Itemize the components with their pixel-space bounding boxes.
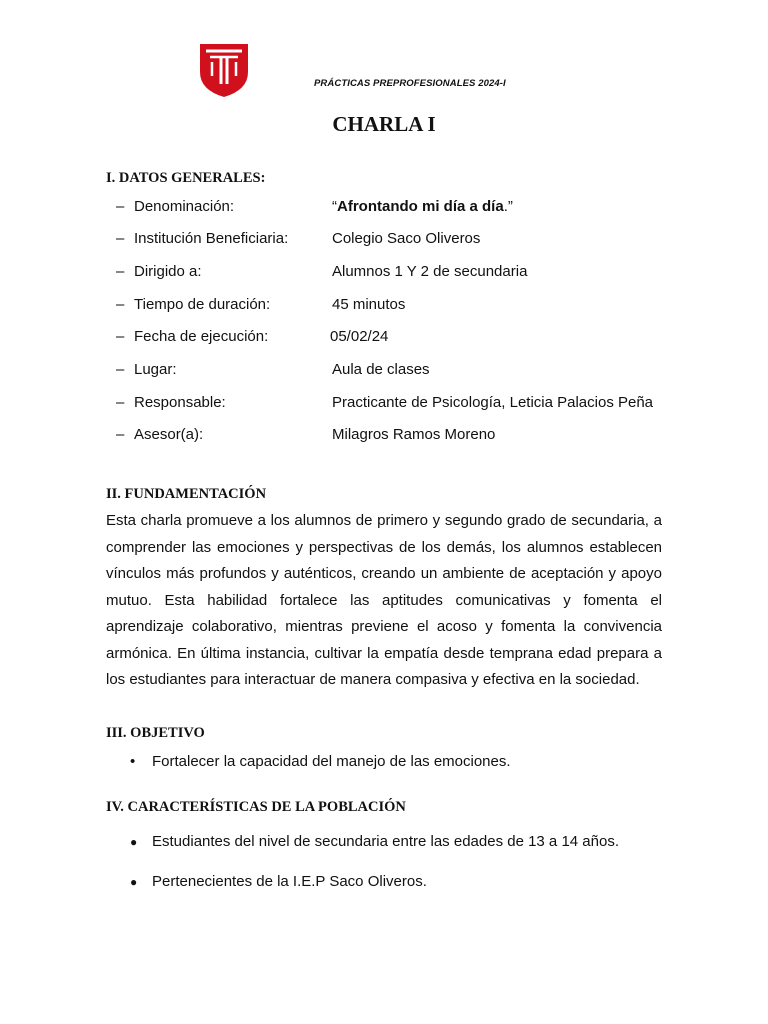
bullet-icon: • <box>130 753 136 770</box>
header-note: PRÁCTICAS PREPROFESIONALES 2024-I <box>314 78 506 89</box>
section-heading-objetivo: III. OBJETIVO <box>106 725 205 741</box>
section-heading-datos-generales: I. DATOS GENERALES: <box>106 170 266 186</box>
field-value: Alumnos 1 Y 2 de secundaria <box>332 263 528 280</box>
field-fecha <box>116 328 716 348</box>
field-value: Practicante de Psicología, Leticia Palacios Peña <box>332 394 654 411</box>
list-item-text: Fortalecer la capacidad del manejo de las emociones. <box>152 753 511 770</box>
field-asesor <box>116 426 716 446</box>
field-value: 45 minutos <box>332 296 406 313</box>
field-value: Milagros Ramos Moreno <box>332 426 496 443</box>
field-label: Denominación: <box>134 198 235 215</box>
field-institucion <box>116 230 716 250</box>
field-label: Responsable: <box>134 394 226 411</box>
field-denominacion <box>116 198 716 218</box>
field-lugar <box>116 361 716 381</box>
field-tiempo <box>116 296 716 316</box>
field-label: Institución Beneficiaria: <box>134 230 289 247</box>
dash-marker: – <box>116 426 125 443</box>
field-label: Tiempo de duración: <box>134 296 271 313</box>
dash-marker: – <box>116 361 125 378</box>
field-label: Lugar: <box>134 361 177 378</box>
field-value: Aula de clases <box>332 361 430 378</box>
bullet-icon: ● <box>130 875 138 889</box>
field-label: Dirigido a: <box>134 263 202 280</box>
page-title: CHARLA I <box>332 112 436 136</box>
university-logo-icon <box>198 40 250 98</box>
field-value: Colegio Saco Oliveros <box>332 230 481 247</box>
field-responsable <box>116 394 716 414</box>
fundamentacion-paragraph: Esta charla promueve a los alumnos de primero y segundo grado de secundaria, a comprender las emociones y perspectivas de los demás, los alumnos establecen vínculos más profundos y auténticos, creando un ambiente de aceptación y apoyo mutuo. Esta habilidad fortalece las aptitudes comunicativas y fomenta el aprendizaje colaborativo, mientras previene el acoso y fomenta la convivencia armónica. En última instancia, cultivar la empatía desde temprana edad prepara a los estudiantes para interactuar de manera compasiva y efectiva en la sociedad. <box>106 512 662 688</box>
dash-marker: – <box>116 263 125 280</box>
list-item-text: Pertenecientes de la I.E.P Saco Oliveros. <box>152 873 427 890</box>
dash-marker: – <box>116 394 125 411</box>
field-label: Asesor(a): <box>134 426 204 443</box>
section-heading-caracteristicas: IV. CARACTERÍSTICAS DE LA POBLACIÓN <box>106 799 406 815</box>
dash-marker: – <box>116 328 125 345</box>
field-value: 05/02/24 <box>330 328 389 345</box>
section-heading-fundamentacion: II. FUNDAMENTACIÓN <box>106 486 267 502</box>
dash-marker: – <box>116 296 125 313</box>
dash-marker: – <box>116 198 125 215</box>
field-value: “Afrontando mi día a día.” <box>332 198 513 215</box>
bullet-icon: ● <box>130 835 138 849</box>
dash-marker: – <box>116 230 125 247</box>
field-dirigido <box>116 263 716 283</box>
field-label: Fecha de ejecución: <box>134 328 269 345</box>
list-item-text: Estudiantes del nivel de secundaria entre las edades de 13 a 14 años. <box>152 833 619 850</box>
